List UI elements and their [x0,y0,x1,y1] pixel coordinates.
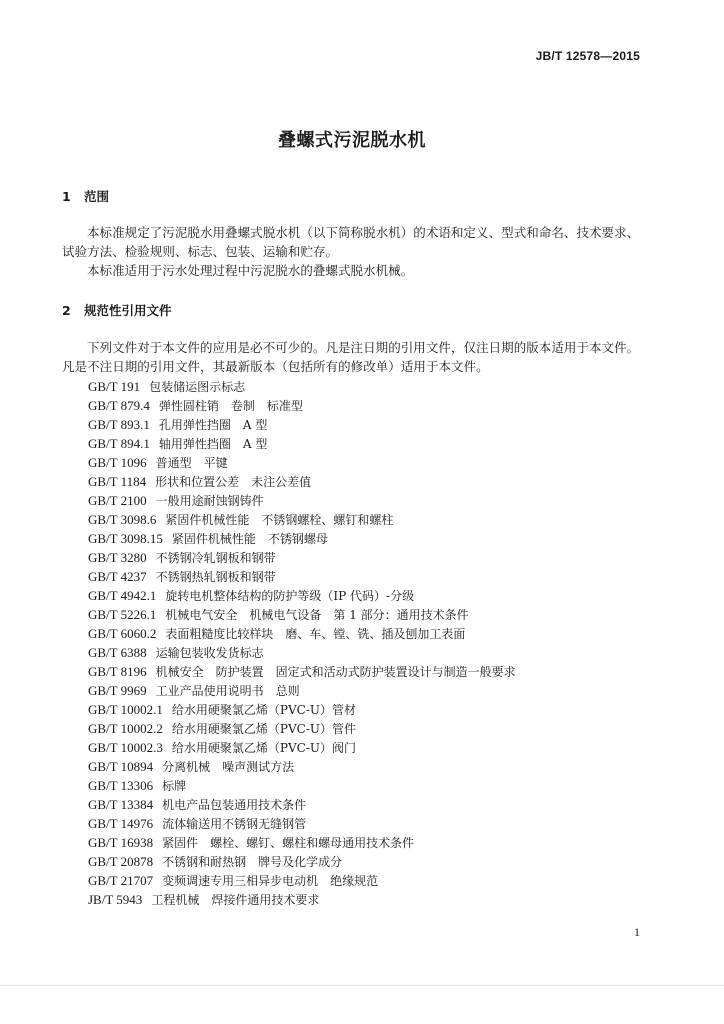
scope-paragraph-2: 本标准适用于污水处理过程中污泥脱水的叠螺式脱水机械。 [87,263,414,278]
reference-code: GB/T 10002.3 [88,740,163,755]
scope-paragraph-1: 本标准规定了污泥脱水用叠螺式脱水机（以下简称脱水机）的术语和定义、型式和命名、技术要求、试验方法、检验规则、标志、包装、运输和贮存。 [62,225,640,259]
reference-item [88,776,516,795]
reference-item [88,548,516,567]
reference-title: 工程机械 焊接件通用技术要求 [151,893,320,907]
reference-code: GB/T 6388 [88,645,147,660]
reference-item [88,643,516,662]
reference-code: GB/T 4942.1 [88,588,157,603]
reference-title: 紧固件机械性能 不锈钢螺栓、螺钉和螺柱 [165,513,394,527]
reference-title: 包装储运图示标志 [149,380,246,394]
reference-item [88,529,516,548]
page-number: 1 [634,925,640,939]
page-bottom-divider [0,985,724,986]
reference-code: GB/T 13384 [88,797,154,812]
reference-title: 机械电气安全 机械电气设备 第 1 部分：通用技术条件 [165,608,469,622]
reference-title: 一般用途耐蚀钢铸件 [155,494,264,508]
section-heading-scope [62,187,109,205]
section-number: 2 [62,303,71,318]
reference-title: 轴用弹性挡圈 A 型 [158,437,268,451]
reference-title: 不锈钢热轧钢板和钢带 [155,570,276,584]
reference-code: GB/T 191 [88,379,141,394]
reference-item [88,567,516,586]
reference-code: GB/T 16938 [88,835,154,850]
standard-code: JB/T 12578—2015 [535,49,640,63]
reference-title: 工业产品使用说明书 总则 [155,684,300,698]
reference-code: GB/T 3098.6 [88,512,157,527]
reference-item [88,700,516,719]
reference-item [88,415,516,434]
references-intro-paragraph: 下列文件对于本文件的应用是必不可少的。凡是注日期的引用文件，仅注日期的版本适用于本文件。凡是不注日期的引用文件，其最新版本（包括所有的修改单）适用于本文件。 [62,340,640,374]
reference-item [88,586,516,605]
reference-code: GB/T 2100 [88,493,147,508]
reference-code: JB/T 5943 [88,892,143,907]
reference-item [88,472,516,491]
reference-title: 形状和位置公差 未注公差值 [155,475,312,489]
reference-item [88,453,516,472]
reference-code: GB/T 13306 [88,778,154,793]
section-title: 范围 [84,189,110,204]
reference-item [88,624,516,643]
reference-item [88,814,516,833]
reference-code: GB/T 10002.2 [88,721,163,736]
reference-item [88,605,516,624]
reference-title: 给水用硬聚氯乙烯（PVC-U）阀门 [171,741,356,755]
reference-item [88,852,516,871]
section-number: 1 [62,189,71,204]
reference-title: 旋转电机整体结构的防护等级（IP 代码）-分级 [165,589,415,603]
reference-code: GB/T 894.1 [88,436,150,451]
reference-item [88,795,516,814]
reference-code: GB/T 879.4 [88,398,150,413]
reference-title: 机电产品包装通用技术条件 [162,798,307,812]
reference-title: 孔用弹性挡圈 A 型 [158,418,268,432]
reference-item [88,738,516,757]
reference-code: GB/T 3098.15 [88,531,163,546]
section-heading-normative-references [62,301,172,319]
reference-code: GB/T 1096 [88,455,147,470]
reference-item [88,377,516,396]
reference-title: 标牌 [162,779,187,793]
reference-title: 流体输送用不锈钢无缝钢管 [162,817,307,831]
reference-code: GB/T 5226.1 [88,607,157,622]
reference-code: GB/T 893.1 [88,417,150,432]
reference-title: 机械安全 防护装置 固定式和活动式防护装置设计与制造一般要求 [155,665,516,679]
reference-title: 分离机械 噪声测试方法 [162,760,295,774]
reference-code: GB/T 10002.1 [88,702,163,717]
section-title: 规范性引用文件 [84,303,172,318]
reference-code: GB/T 9969 [88,683,147,698]
reference-title: 变频调速专用三相异步电动机 绝缘规范 [162,874,379,888]
document-title: 叠螺式污泥脱水机 [278,130,426,151]
reference-item [88,662,516,681]
reference-item [88,681,516,700]
reference-title: 表面粗糙度比较样块 磨、车、镗、铣、插及刨加工表面 [165,627,466,641]
reference-list [88,377,516,909]
reference-title: 不锈钢和耐热钢 牌号及化学成分 [162,855,343,869]
reference-title: 紧固件 螺栓、螺钉、螺柱和螺母通用技术条件 [162,836,415,850]
reference-item [88,434,516,453]
reference-item [88,833,516,852]
reference-code: GB/T 8196 [88,664,147,679]
reference-item [88,510,516,529]
reference-title: 给水用硬聚氯乙烯（PVC-U）管件 [171,722,356,736]
reference-code: GB/T 14976 [88,816,154,831]
reference-title: 给水用硬聚氯乙烯（PVC-U）管材 [171,703,356,717]
reference-item [88,491,516,510]
reference-title: 弹性圆柱销 卷制 标准型 [158,399,303,413]
reference-title: 运输包装收发货标志 [155,646,264,660]
reference-item [88,719,516,738]
reference-item [88,396,516,415]
reference-title: 不锈钢冷轧钢板和钢带 [155,551,276,565]
reference-item [88,890,516,909]
reference-code: GB/T 6060.2 [88,626,157,641]
reference-code: GB/T 4237 [88,569,147,584]
reference-code: GB/T 1184 [88,474,147,489]
reference-item [88,757,516,776]
reference-code: GB/T 10894 [88,759,154,774]
reference-title: 紧固件机械性能 不锈钢螺母 [171,532,328,546]
reference-title: 普通型 平键 [155,456,228,470]
reference-item [88,871,516,890]
reference-code: GB/T 21707 [88,873,154,888]
reference-code: GB/T 3280 [88,550,147,565]
reference-code: GB/T 20878 [88,854,154,869]
